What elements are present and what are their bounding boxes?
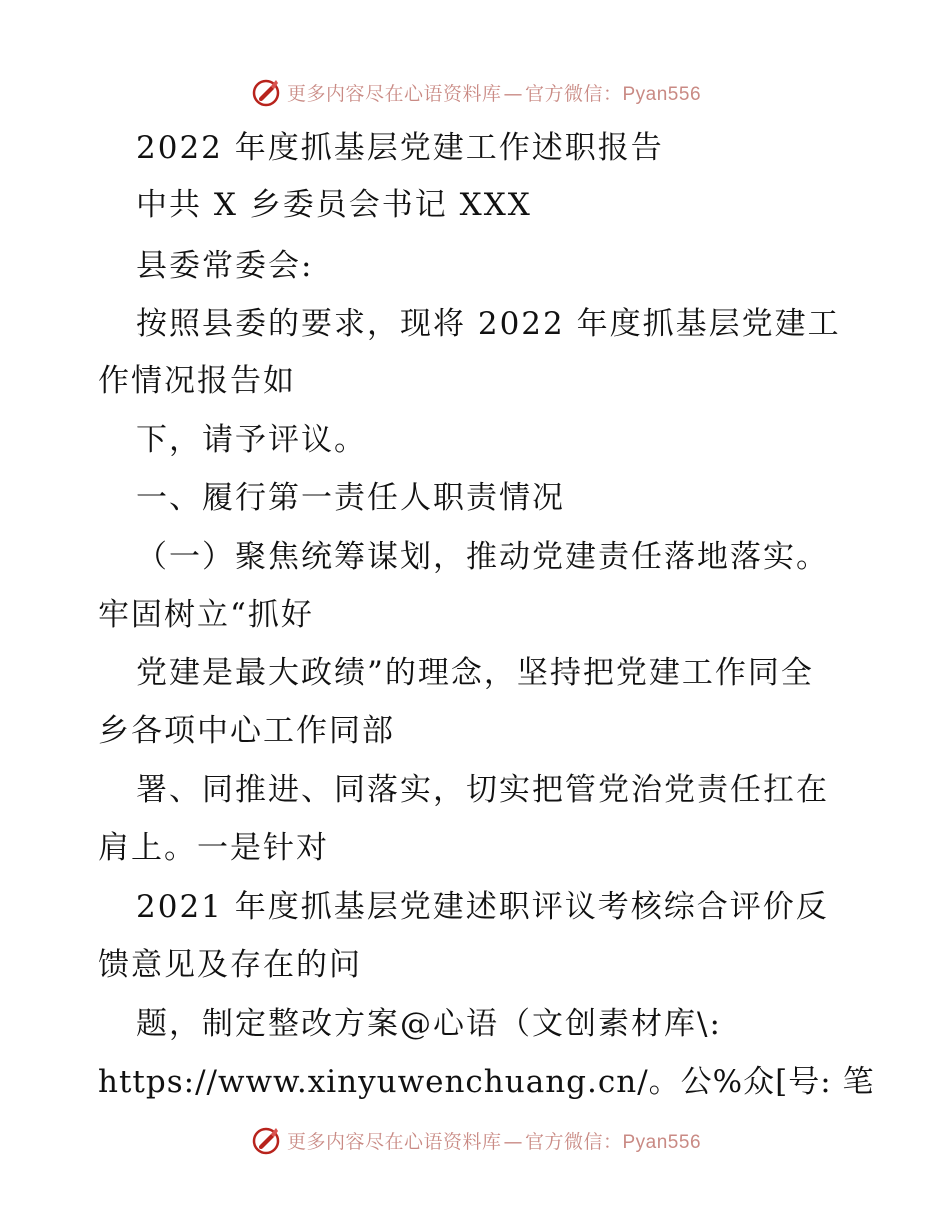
watermark-text — [287, 1127, 701, 1154]
doc-line: 牢固树立“抓好 — [98, 597, 314, 633]
doc-title: 2022 年度抓基层党建工作述职报告 — [136, 130, 664, 166]
doc-subsection-heading: （一）聚焦统筹谋划，推动党建责任落地落实。 — [136, 539, 829, 575]
doc-line: 2021 年度抓基层党建述职评议考核综合评价反 — [136, 889, 829, 925]
watermark-id: Pyan556 — [622, 1131, 702, 1153]
watermark-id: Pyan556 — [622, 83, 702, 105]
doc-line: 肩上。一是针对 — [98, 830, 329, 866]
doc-line: 乡各项中心工作同部 — [98, 713, 395, 749]
doc-line: 下，请予评议。 — [136, 422, 367, 458]
watermark-main: 更多内容尽在心语资料库 — [286, 82, 502, 105]
watermark-label: 官方微信： — [524, 1130, 623, 1153]
doc-salutation: 县委常委会: — [136, 248, 314, 284]
watermark-footer — [0, 1120, 950, 1160]
brand-logo-icon — [249, 75, 283, 109]
brand-logo-icon — [249, 1123, 283, 1157]
doc-line: https://www.xinyuwenchuang.cn/。公%众[号: 笔 — [98, 1064, 875, 1100]
doc-section-heading: 一、履行第一责任人职责情况 — [136, 480, 565, 516]
doc-line: 署、同推进、同落实，切实把管党治党责任扛在 — [136, 772, 829, 808]
doc-line: 党建是最大政绩”的理念，坚持把党建工作同全 — [136, 655, 814, 691]
watermark-sep: — — [503, 82, 523, 105]
doc-author: 中共 X 乡委员会书记 XXX — [136, 187, 532, 223]
watermark-header — [0, 72, 950, 112]
doc-line: 作情况报告如 — [98, 363, 296, 399]
watermark-sep: — — [503, 1130, 523, 1153]
doc-line: 馈意见及存在的问 — [98, 947, 362, 983]
doc-line: 题，制定整改方案@心语（文创素材库\: — [136, 1006, 722, 1042]
doc-line: 按照县委的要求，现将 2022 年度抓基层党建工 — [136, 306, 841, 342]
watermark-text — [287, 79, 701, 106]
watermark-label: 官方微信： — [524, 82, 623, 105]
watermark-main: 更多内容尽在心语资料库 — [286, 1130, 502, 1153]
